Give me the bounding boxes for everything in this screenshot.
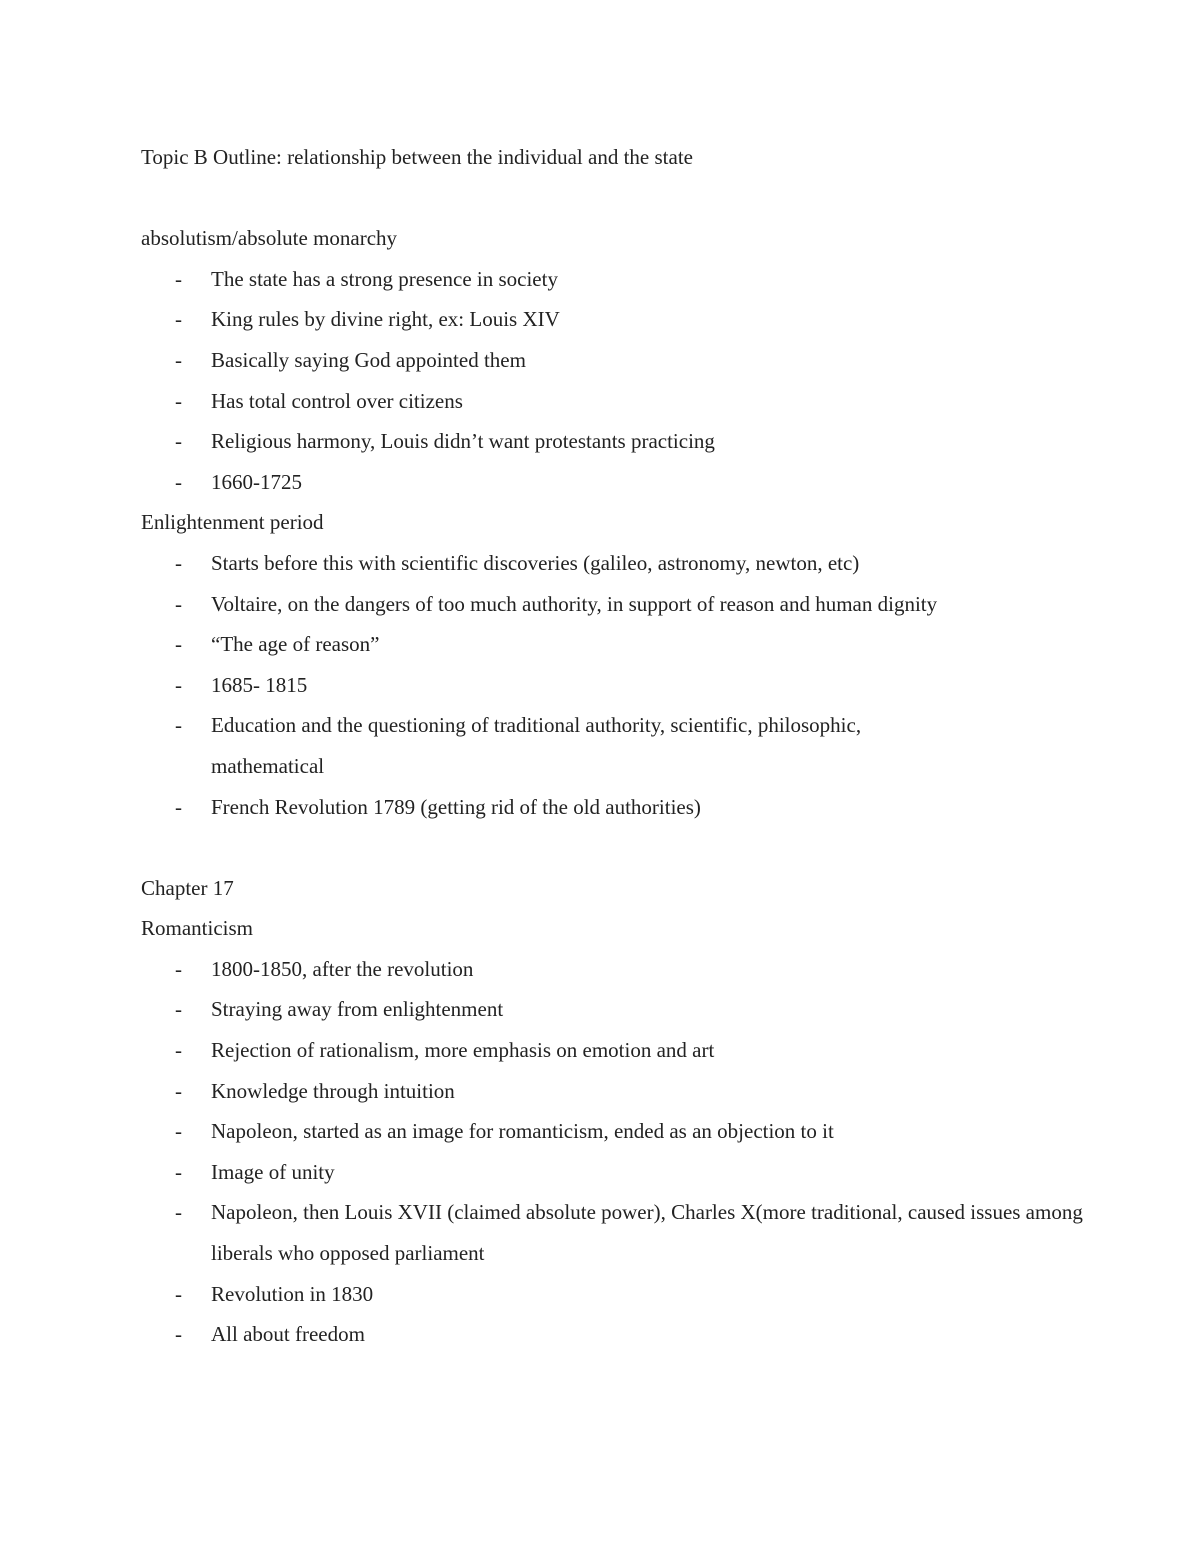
blank-line <box>141 827 1101 868</box>
list-item-text: Knowledge through intuition <box>211 1078 455 1103</box>
list-item-text: King rules by divine right, ex: Louis XIV <box>211 307 560 332</box>
list-item-text: Revolution in 1830 <box>211 1281 374 1306</box>
list-item <box>141 624 1101 665</box>
list-item <box>141 1111 1101 1152</box>
list-item-text: Religious harmony, Louis didn’t want protestants practicing <box>211 429 715 454</box>
dash-bullet: - <box>175 591 182 616</box>
document-title: Topic B Outline: relationship between the individual and the state <box>141 145 693 169</box>
list-item <box>141 381 1101 422</box>
list-item <box>141 299 1101 340</box>
dash-bullet: - <box>175 550 182 575</box>
dash-bullet: - <box>175 1038 182 1063</box>
list-item <box>141 705 1101 786</box>
dash-bullet: - <box>175 307 182 332</box>
list-item <box>141 989 1101 1030</box>
list-item-text: Has total control over citizens <box>211 388 463 413</box>
dash-bullet: - <box>175 388 182 413</box>
chapter-label: Chapter 17 <box>141 875 234 900</box>
list-item <box>141 1192 1101 1273</box>
section-heading-romanticism: Romanticism <box>141 916 253 941</box>
list-item-text: 1800-1850, after the revolution <box>211 956 474 981</box>
list-item-text: Image of unity <box>211 1159 335 1184</box>
enlightenment-list <box>141 543 1101 827</box>
list-item <box>141 1030 1101 1071</box>
list-item <box>141 1314 1101 1355</box>
dash-bullet: - <box>175 1200 182 1225</box>
list-item-text: The state has a strong presence in society <box>211 266 558 291</box>
dash-bullet: - <box>175 429 182 454</box>
dash-bullet: - <box>175 1159 182 1184</box>
list-item <box>141 584 1101 625</box>
dash-bullet: - <box>175 1281 182 1306</box>
blank-line <box>141 178 1101 219</box>
absolutism-list <box>141 259 1101 503</box>
section-heading-absolutism: absolutism/absolute monarchy <box>141 226 398 251</box>
dash-bullet: - <box>175 672 182 697</box>
list-item <box>141 462 1101 503</box>
list-item-text: 1660-1725 <box>211 469 302 494</box>
dash-bullet: - <box>175 956 182 981</box>
list-item <box>141 787 1101 828</box>
dash-bullet: - <box>175 266 182 291</box>
dash-bullet: - <box>175 1078 182 1103</box>
list-item <box>141 259 1101 300</box>
list-item-text: 1685- 1815 <box>211 672 308 697</box>
list-item-text: Basically saying God appointed them <box>211 347 526 372</box>
list-item <box>141 949 1101 990</box>
list-item-text: All about freedom <box>211 1322 365 1347</box>
list-item <box>141 1071 1101 1112</box>
list-item-text: Straying away from enlightenment <box>211 997 504 1022</box>
dash-bullet: - <box>175 997 182 1022</box>
dash-bullet: - <box>175 713 182 738</box>
list-item <box>141 340 1101 381</box>
list-item-text: Napoleon, then Louis XVII (claimed absolute power), Charles X(more traditional, caused issues among liberals who opposed parliament <box>211 1200 1083 1266</box>
dash-bullet: - <box>175 1322 182 1347</box>
list-item <box>141 543 1101 584</box>
list-item-text: Rejection of rationalism, more emphasis on emotion and art <box>211 1038 715 1063</box>
list-item-text: Education and the questioning of traditional authority, scientific, philosophic, mathematical <box>211 713 862 778</box>
list-item-text: French Revolution 1789 (getting rid of the old authorities) <box>211 794 701 819</box>
list-item <box>141 1274 1101 1315</box>
list-item-text: Voltaire, on the dangers of too much authority, in support of reason and human dignity <box>211 591 938 616</box>
romanticism-list <box>141 949 1101 1355</box>
list-item <box>141 665 1101 706</box>
dash-bullet: - <box>175 469 182 494</box>
section-heading-enlightenment: Enlightenment period <box>141 510 324 535</box>
list-item-text: “The age of reason” <box>211 632 380 657</box>
document-body <box>141 137 1101 1355</box>
list-item-text: Napoleon, started as an image for romanticism, ended as an objection to it <box>211 1119 834 1144</box>
dash-bullet: - <box>175 632 182 657</box>
dash-bullet: - <box>175 794 182 819</box>
list-item <box>141 421 1101 462</box>
dash-bullet: - <box>175 1119 182 1144</box>
dash-bullet: - <box>175 347 182 372</box>
list-item-text: Starts before this with scientific discoveries (galileo, astronomy, newton, etc) <box>211 550 860 575</box>
list-item <box>141 1152 1101 1193</box>
